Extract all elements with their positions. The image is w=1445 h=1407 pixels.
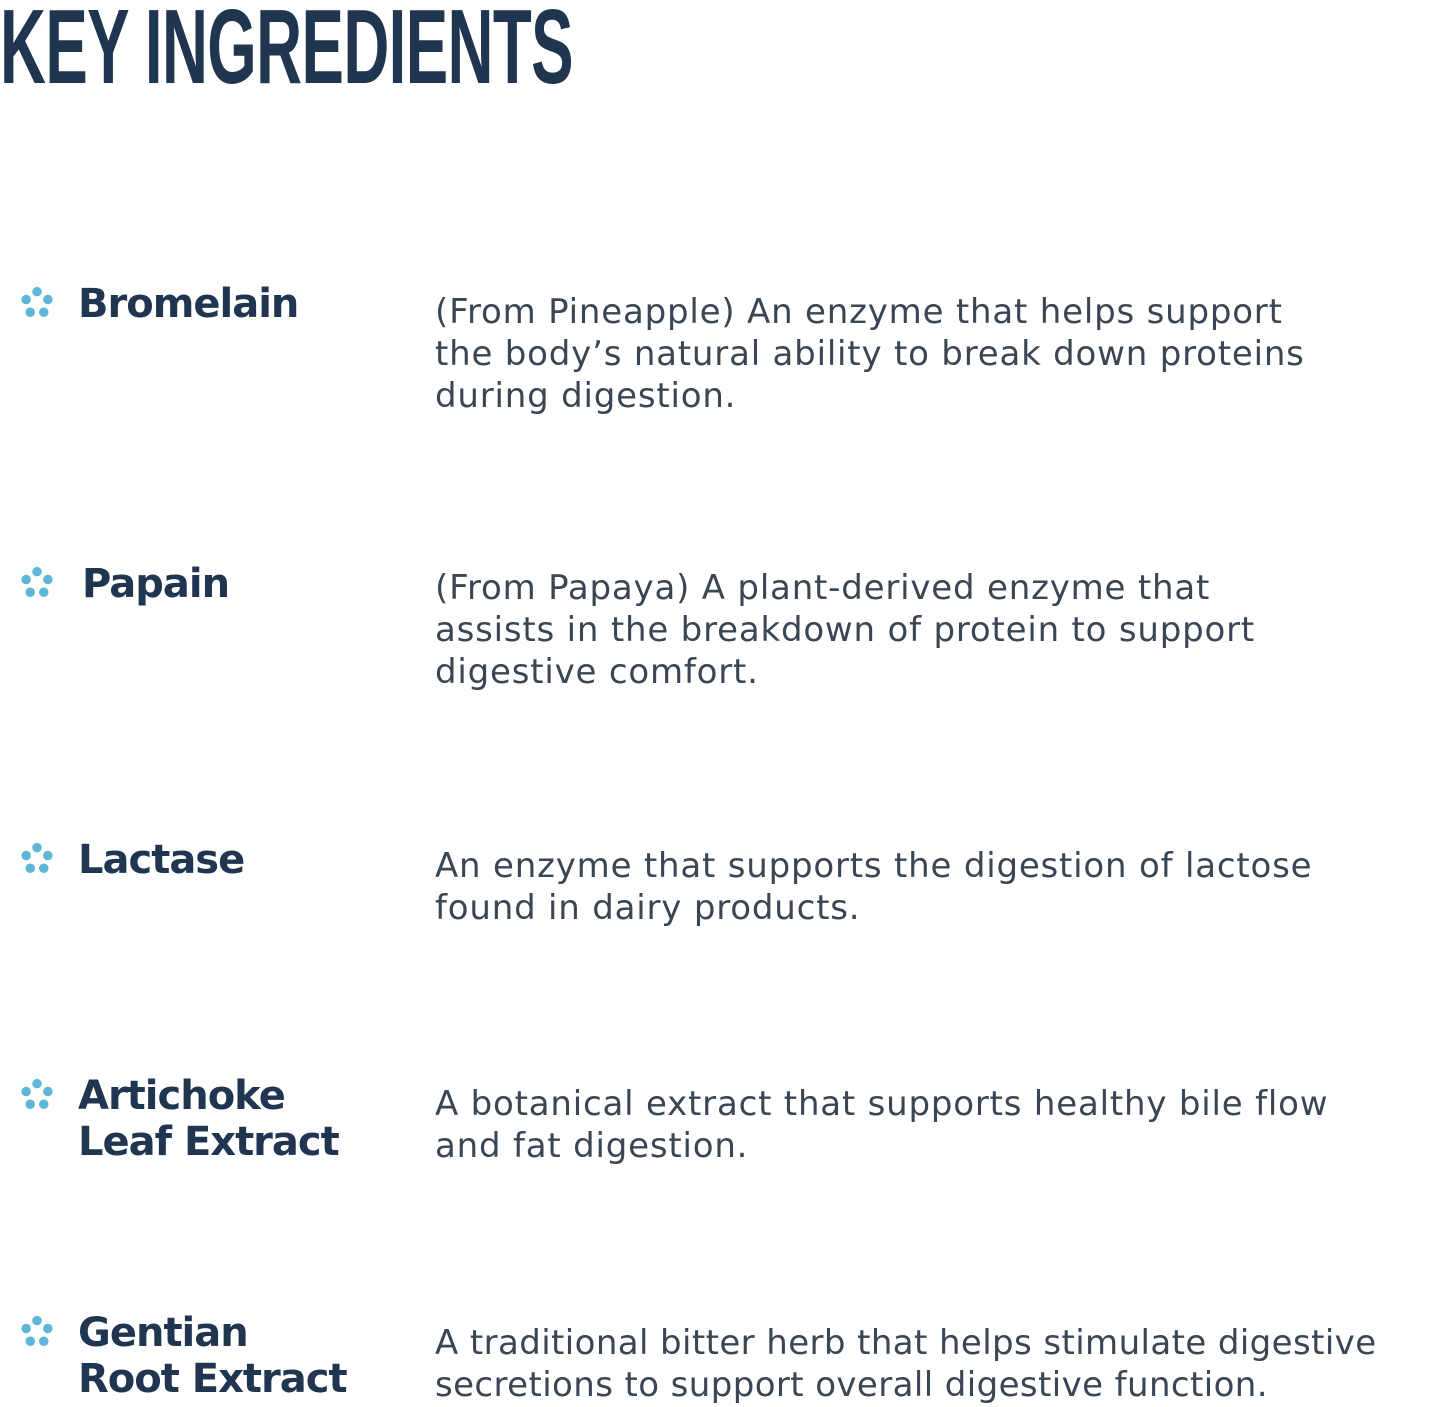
ingredient-description: A traditional bitter herb that helps stimulate digestive secretions to support overall digestive function. — [435, 1323, 1377, 1405]
ingredient-description: (From Pineapple) An enzyme that helps support the body’s natural ability to break down proteins during digestion. — [435, 292, 1305, 416]
ingredient-name: Gentian Root Extract — [78, 1310, 347, 1402]
flower-icon — [18, 1313, 56, 1351]
ingredient-name: Artichoke Leaf Extract — [78, 1073, 339, 1165]
flower-icon — [18, 564, 56, 602]
flower-icon — [18, 840, 56, 878]
ingredient-description: A botanical extract that supports healthy bile flow and fat digestion. — [435, 1084, 1329, 1166]
flower-icon — [18, 284, 56, 322]
ingredient-name: Papain — [82, 561, 230, 607]
ingredient-name: Lactase — [78, 837, 245, 883]
flower-icon — [18, 1076, 56, 1114]
ingredient-description: An enzyme that supports the digestion of lactose found in dairy products. — [435, 846, 1313, 928]
ingredient-name: Bromelain — [78, 281, 299, 327]
ingredient-description: (From Papaya) A plant-derived enzyme that assists in the breakdown of protein to support digestive comfort. — [435, 568, 1256, 692]
page-title: KEY INGREDIENTS — [0, 0, 573, 106]
